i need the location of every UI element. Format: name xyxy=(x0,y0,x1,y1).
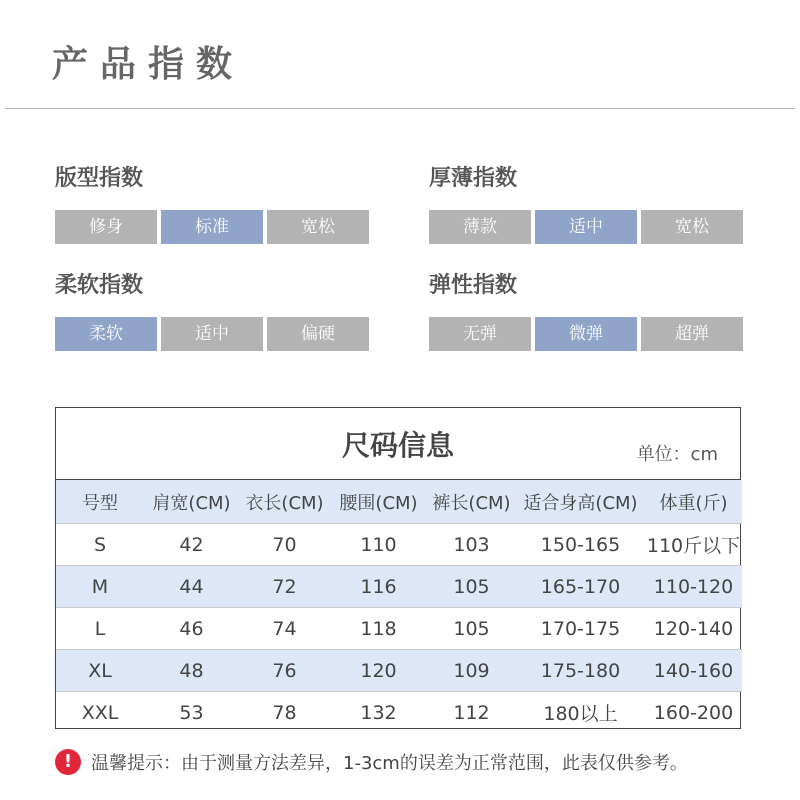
table-cell: XXL xyxy=(81,701,119,724)
page-title: 产品指数 xyxy=(52,44,245,85)
column-header-length: 衣长(CM) xyxy=(239,480,330,524)
size-table xyxy=(55,407,741,729)
table-cell: 70 xyxy=(239,524,330,566)
table-row xyxy=(56,608,742,650)
table-cell: 132 xyxy=(360,701,397,724)
table-cell: 72 xyxy=(239,566,330,608)
table-cell: L xyxy=(56,608,144,650)
segment-row-softness xyxy=(55,317,371,351)
table-row xyxy=(56,566,742,608)
segment-softness-medium[interactable]: 适中 xyxy=(161,317,263,351)
segment-elasticity-none[interactable]: 无弹 xyxy=(429,317,531,351)
notice-text: 温馨提示：由于测量方法差异，1-3cm的误差为正常范围，此表仅供参考。 xyxy=(91,753,688,774)
table-cell: 116 xyxy=(330,566,427,608)
segment-thickness-medium[interactable]: 适中 xyxy=(535,210,637,244)
table-cell: XL xyxy=(56,650,144,692)
index-label-thickness: 厚薄指数 xyxy=(429,166,518,191)
table-cell: 110-120 xyxy=(645,566,742,608)
table-cell: 175-180 xyxy=(516,650,645,692)
segment-fit-loose[interactable]: 宽松 xyxy=(267,210,369,244)
table-cell: 140-160 xyxy=(645,650,742,692)
table-cell: 118 xyxy=(330,608,427,650)
segment-row-elasticity xyxy=(429,317,745,351)
index-group-thickness xyxy=(429,164,745,244)
size-grid-header-row xyxy=(56,480,742,524)
table-cell: 74 xyxy=(239,608,330,650)
table-cell: 103 xyxy=(427,524,516,566)
table-cell: 53 xyxy=(179,701,204,724)
title-divider xyxy=(5,108,795,109)
segment-thickness-loose[interactable]: 宽松 xyxy=(641,210,743,244)
segment-elasticity-high[interactable]: 超弹 xyxy=(641,317,743,351)
segment-fit-standard[interactable]: 标准 xyxy=(161,210,263,244)
table-cell: M xyxy=(56,566,144,608)
column-header-shoulder: 肩宽(CM) xyxy=(144,480,239,524)
table-cell: 44 xyxy=(144,566,239,608)
table-cell: 112 xyxy=(453,701,490,724)
exclamation-icon: ! xyxy=(55,749,81,775)
table-cell: 42 xyxy=(144,524,239,566)
column-header-size: 号型 xyxy=(56,480,144,524)
segment-elasticity-slight[interactable]: 微弹 xyxy=(535,317,637,351)
table-cell: 110 xyxy=(330,524,427,566)
table-cell: S xyxy=(56,524,144,566)
table-cell: 48 xyxy=(144,650,239,692)
table-cell: 165-170 xyxy=(516,566,645,608)
index-label-elasticity: 弹性指数 xyxy=(429,273,518,298)
index-group-softness xyxy=(55,271,371,351)
table-cell: 76 xyxy=(239,650,330,692)
size-table-unit: 单位：cm xyxy=(636,444,718,465)
notice xyxy=(55,749,688,775)
table-cell: 46 xyxy=(144,608,239,650)
table-cell: 120-140 xyxy=(645,608,742,650)
size-table-header xyxy=(56,408,740,480)
index-group-elasticity xyxy=(429,271,745,351)
size-table-title: 尺码信息 xyxy=(341,429,454,462)
segment-row-thickness xyxy=(429,210,745,244)
table-row xyxy=(56,650,742,692)
table-cell: 78 xyxy=(272,701,297,724)
table-cell: 105 xyxy=(427,566,516,608)
segment-thickness-thin[interactable]: 薄款 xyxy=(429,210,531,244)
segment-softness-hard[interactable]: 偏硬 xyxy=(267,317,369,351)
table-cell: 160-200 xyxy=(653,701,734,724)
index-label-softness: 柔软指数 xyxy=(55,273,144,298)
table-cell: 105 xyxy=(427,608,516,650)
table-row xyxy=(56,524,742,566)
column-header-pants-length: 裤长(CM) xyxy=(427,480,516,524)
table-cell: 170-175 xyxy=(516,608,645,650)
table-cell: 180以上 xyxy=(543,703,618,725)
table-row xyxy=(56,692,742,734)
segment-row-fit xyxy=(55,210,371,244)
segment-fit-slim[interactable]: 修身 xyxy=(55,210,157,244)
index-group-fit xyxy=(55,164,371,244)
segment-softness-soft[interactable]: 柔软 xyxy=(55,317,157,351)
column-header-height: 适合身高(CM) xyxy=(516,480,645,524)
table-cell: 120 xyxy=(330,650,427,692)
index-label-fit: 版型指数 xyxy=(55,166,144,191)
table-cell: 109 xyxy=(427,650,516,692)
table-cell: 150-165 xyxy=(516,524,645,566)
column-header-weight: 体重(斤) xyxy=(645,480,742,524)
table-cell: 110斤以下 xyxy=(645,524,742,566)
size-grid xyxy=(56,480,742,733)
column-header-waist: 腰围(CM) xyxy=(330,480,427,524)
